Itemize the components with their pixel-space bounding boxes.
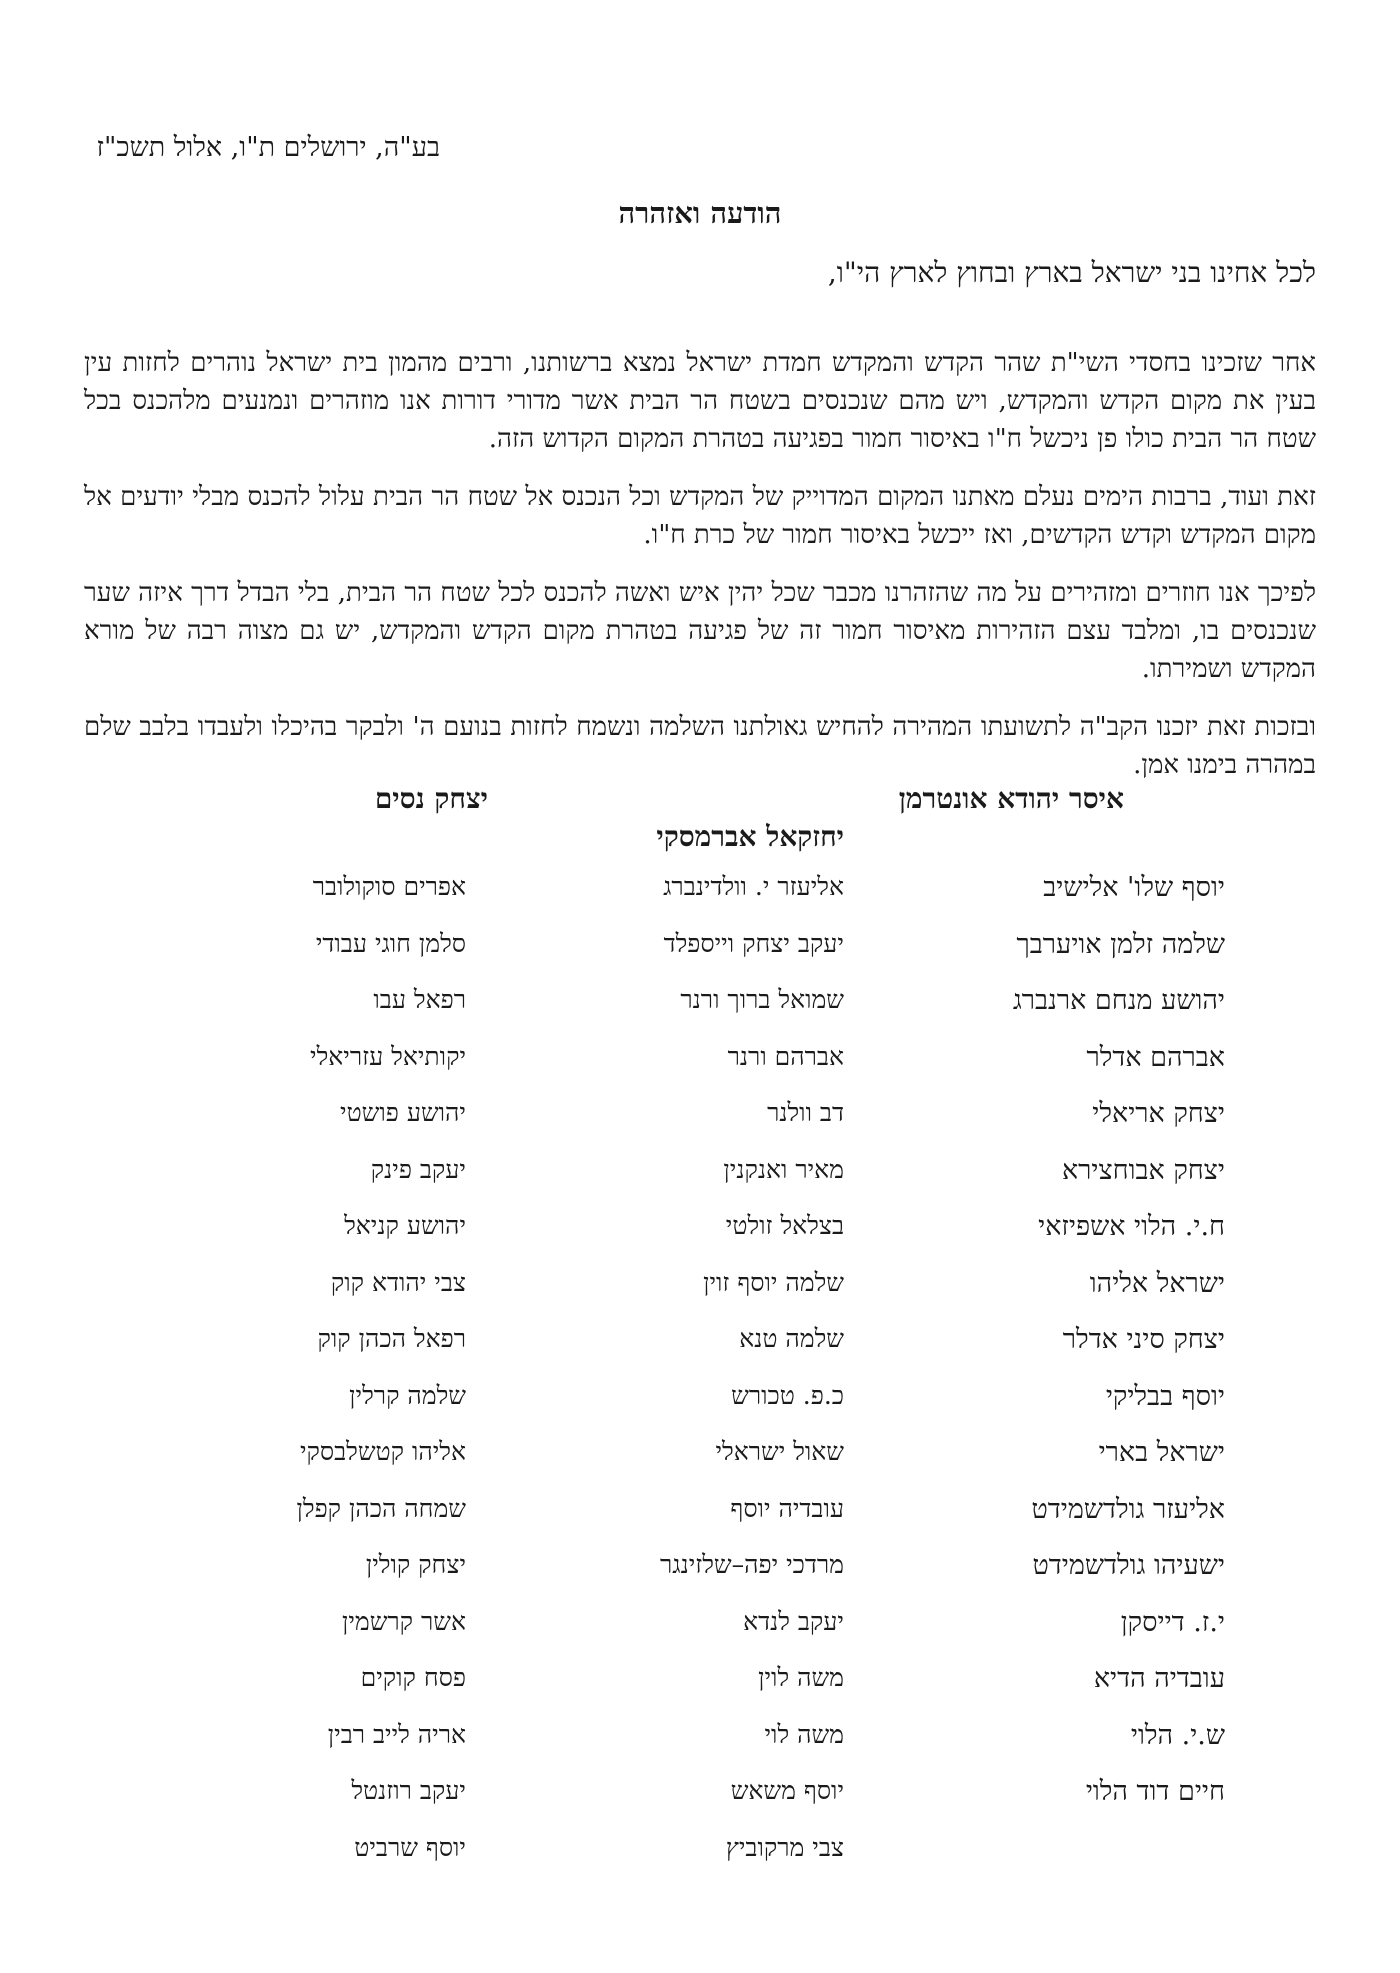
- lead-signatory-right: איסר יהודא אונטרמן: [898, 782, 1124, 815]
- signatory-name: י.ז. דייסקן: [1120, 1606, 1225, 1638]
- signatory-name: רפאל הכהן קוק: [317, 1324, 466, 1353]
- paragraph-2: זאת ועוד, ברבות הימים נעלם מאתנו המקום המדוייק של המקדש וכל הנכנס אל שטח הר הבית עלול להכנס מבלי יודעים אל מקום המקדש וקדש הקדשים, ואז ייכשל באיסור חמור של כרת ח"ו.: [84, 482, 1316, 550]
- signatory-name: ישעיהו גולדשמידט: [1032, 1550, 1225, 1581]
- signatory-name: צבי מרקוביץ: [725, 1832, 844, 1862]
- signatory-name: יצחק סיני אדלר: [1062, 1324, 1225, 1355]
- signatory-name: ח.י. הלוי אשפיזאי: [1038, 1211, 1225, 1242]
- signatory-name: יצחק קולין: [365, 1550, 466, 1579]
- signatory-name: אליעזר גולדשמידט: [1031, 1493, 1225, 1525]
- signatory-name: יוסף שרביט: [354, 1832, 466, 1862]
- signatory-name: ש.י. הלוי: [1130, 1719, 1225, 1751]
- signatory-name: בצלאל זולטי: [725, 1211, 844, 1240]
- lead-signatory-left: יצחק נסים: [374, 782, 488, 815]
- signatory-name: שלמה טנא: [739, 1324, 844, 1353]
- signatory-name: יצחק אבוחצירא: [1061, 1154, 1225, 1186]
- signatory-name: שמואל ברוך ורנר: [680, 985, 844, 1014]
- signatory-name: ישראל אליהו: [1089, 1267, 1225, 1299]
- signatory-name: אברהם אדלר: [1086, 1041, 1225, 1073]
- paragraph-1: אחר שזכינו בחסדי השי"ת שהר הקדש והמקדש חמדת ישראל נמצא ברשותנו, ורבים מהמון בית ישראל נוהרים לחזות עין בעין את מקום הקדש והמקדש, ויש מהם שנכנסים בשטח הר הבית אשר מדורי דורות אנו מוזהרים ונמנעים מלהכנס בכל שטח הר הבית כולו פן ניכשל ח"ו באיסור חמור בפגיעה בטהרת המקום הקדוש הזה.: [84, 348, 1316, 454]
- signatory-name: יוסף שלו' אלישיב: [1043, 872, 1225, 903]
- signatory-name: שמחה הכהן קפלן: [296, 1493, 466, 1523]
- signatory-name: שלמה יוסף זוין: [703, 1267, 844, 1297]
- signatory-name: דב וולנר: [767, 1098, 844, 1127]
- dateline: בע"ה, ירושלים ת"ו, אלול תשכ"ז: [96, 132, 440, 163]
- paragraph-4: ובזכות זאת יזכנו הקב"ה לתשועתו המהירה להחיש גאולתנו השלמה ונשמח לחזות בנועם ה' ולבקר בהיכלו ולעבדו בלבב שלם במהרה בימנו אמן.: [84, 712, 1316, 780]
- signatory-name: עובדיה הדיא: [1093, 1663, 1225, 1694]
- signatory-name: פסח קוקים: [360, 1663, 466, 1692]
- signatory-name: יעקב יצחק וייספלד: [663, 928, 844, 958]
- salutation: לכל אחינו בני ישראל בארץ ובחוץ לארץ הי"ו,: [827, 256, 1316, 289]
- signatory-name: רפאל עבו: [373, 985, 466, 1014]
- signatory-name: יהושע מנחם ארנברג: [1012, 985, 1225, 1016]
- signatory-name: אליעזר י. וולדינברג: [663, 872, 844, 901]
- signatory-name: אברהם ורנר: [727, 1041, 844, 1071]
- signatory-name: צבי יהודא קוק: [330, 1267, 466, 1297]
- signatory-name: מרדכי יפה–שלזינגר: [660, 1550, 844, 1579]
- signatory-name: יהושע קניאל: [344, 1211, 466, 1240]
- signatory-name: יוסף בבליקי: [1105, 1380, 1225, 1412]
- signatory-name: עובדיה יוסף: [730, 1493, 844, 1523]
- signatory-name: חיים דוד הלוי: [1085, 1776, 1225, 1807]
- signatory-name: אפרים סוקולובר: [312, 872, 466, 901]
- signatory-name: ישראל בארי: [1098, 1437, 1225, 1468]
- signatory-name: משה לוין: [758, 1663, 844, 1692]
- signatory-name: שלמה זלמן אויערבך: [1016, 928, 1225, 960]
- signatory-name: יעקב פינק: [370, 1154, 466, 1184]
- lead-signatory-center: יחזקאל אברמסקי: [656, 820, 844, 853]
- signatory-name: יקותיאל עזריאלי: [310, 1041, 466, 1071]
- signatory-name: יעקב לנדא: [743, 1606, 844, 1636]
- signatory-name: שלמה קרלין: [349, 1380, 466, 1410]
- signatory-name: סלמן חוגי עבודי: [315, 928, 466, 958]
- signatories-column-left: [186, 872, 466, 1889]
- signatory-name: כ.פ. טכורש: [731, 1380, 844, 1410]
- signatory-name: יוסף משאש: [730, 1776, 844, 1805]
- signatory-name: שאול ישראלי: [715, 1437, 844, 1466]
- signatories-column-right: [945, 872, 1225, 1833]
- signatory-name: מאיר ואנקנין: [723, 1154, 844, 1184]
- signatory-name: יצחק אריאלי: [1092, 1098, 1225, 1129]
- signatory-name: אשר קרשמין: [341, 1606, 466, 1636]
- signatories-column-center: [564, 872, 844, 1889]
- signatory-name: יהושע פושטי: [340, 1098, 466, 1127]
- paragraph-3: לפיכך אנו חוזרים ומזהירים על מה שהזהרנו מכבר שכל יהין איש ואשה להכנס לכל שטח הר הבית, בלי הבדל דרך איזה שער שנכנסים בו, ומלבד עצם הזהירות מאיסור חמור זה של פגיעה בטהרת מקום הקדש והמקדש, יש גם מצוה רבה של מורא המקדש ושמירתו.: [84, 578, 1316, 684]
- signatory-name: אליהו קטשלבסקי: [299, 1437, 466, 1466]
- document-title: הודעה ואזהרה: [618, 196, 782, 230]
- signatory-name: משה לוי: [764, 1719, 844, 1749]
- signatory-name: יעקב רוזנטל: [351, 1776, 466, 1805]
- signatory-name: אריה לייב רבין: [327, 1719, 466, 1749]
